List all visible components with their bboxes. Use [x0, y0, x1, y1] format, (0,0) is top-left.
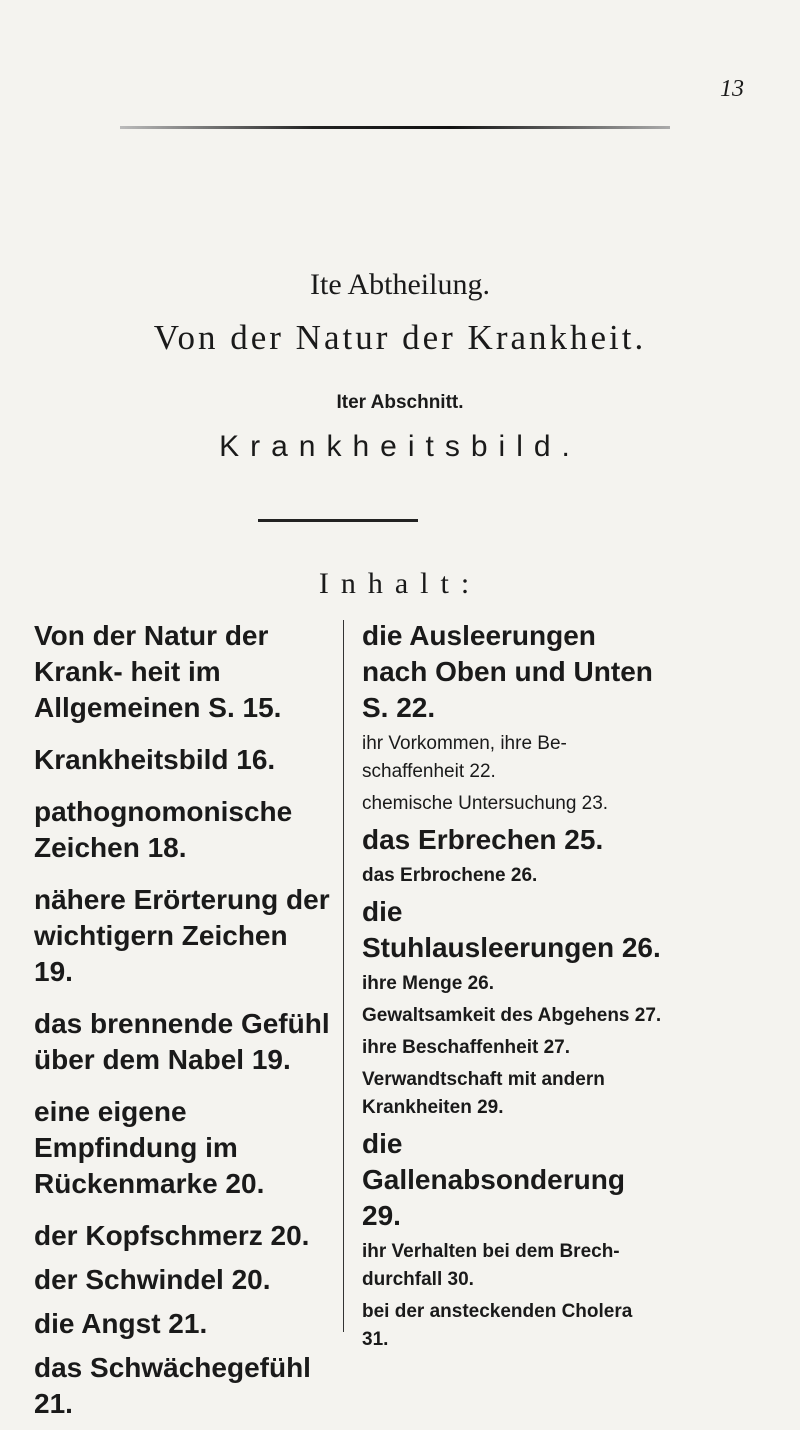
contents-entry: pathognomonische Zeichen 18. — [34, 796, 293, 863]
contents-entry: die Gallenabsonderung 29. — [362, 1128, 625, 1231]
contents-entry: der Schwindel 20. — [34, 1264, 271, 1295]
contents-entry: das Schwächegefühl 21. — [34, 1352, 311, 1419]
contents-subentry: das Erbrochene 26. — [362, 865, 538, 886]
header-rule — [120, 126, 670, 129]
contents-left-column — [34, 618, 334, 1430]
contents-entry: Von der Natur der Krank- heit im Allgemeinen S. 15. — [34, 620, 282, 723]
contents-subentry: Verwandtschaft mit andern Krankheiten 29. — [362, 1069, 605, 1118]
contents-subentry: ihr Vorkommen, ihre Be- schaffenheit 22. — [362, 733, 567, 782]
page-number: 13 — [720, 76, 744, 102]
contents-entry: die Stuhlausleerungen 26. — [362, 896, 661, 963]
chapter-title: Krankheitsbild. — [219, 430, 581, 463]
contents-subentry: bei der ansteckenden Cholera 31. — [362, 1301, 633, 1350]
section-rule — [258, 519, 418, 522]
part-title: Von der Natur der Krankheit. — [153, 318, 647, 357]
contents-entry: das brennende Gefühl über dem Nabel 19. — [34, 1008, 330, 1075]
contents-right-column — [362, 618, 662, 1358]
column-divider — [343, 620, 344, 1332]
contents-heading: Inhalt: — [318, 567, 482, 600]
contents-entry: nähere Erörterung der wichtigern Zeichen 19. — [34, 884, 330, 987]
chapter-number: Iter Abschnitt. — [336, 392, 464, 413]
contents-entry: die Angst 21. — [34, 1308, 208, 1339]
contents-subentry: ihre Beschaffenheit 27. — [362, 1037, 571, 1058]
contents-subentry: ihre Menge 26. — [362, 973, 494, 994]
contents-subentry: chemische Untersuchung 23. — [362, 793, 609, 814]
section-title: Ite Abtheilung. — [310, 268, 490, 301]
contents-subentry: Gewaltsamkeit des Abgehens 27. — [362, 1005, 662, 1026]
contents-entry: der Kopfschmerz 20. — [34, 1220, 310, 1251]
contents-entry: das Erbrechen 25. — [362, 824, 604, 855]
contents-entry: eine eigene Empfindung im Rückenmarke 20. — [34, 1096, 265, 1199]
contents-entry: Krankheitsbild 16. — [34, 744, 276, 775]
contents-subentry: ihr Verhalten bei dem Brech- durchfall 30. — [362, 1241, 620, 1290]
contents-entry: die Ausleerungen nach Oben und Unten S. 22. — [362, 620, 653, 723]
